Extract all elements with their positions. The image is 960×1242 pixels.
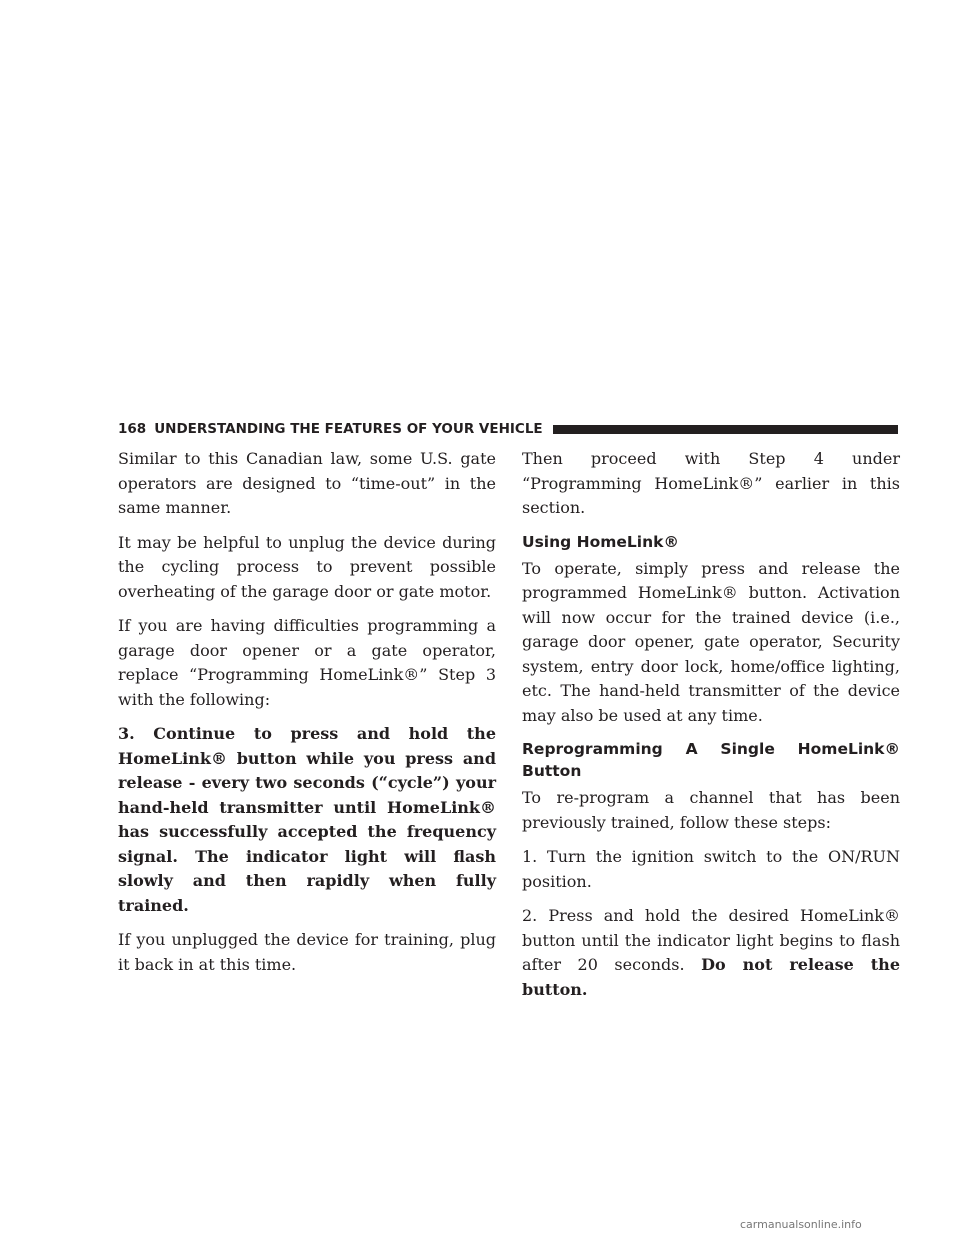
page-number: 168	[118, 421, 147, 437]
right-column	[522, 447, 900, 1012]
paragraph: If you unplugged the device for training, plug it back in at this time.	[118, 930, 496, 974]
step-2-warning: Do not release the button.	[522, 955, 900, 999]
page-header	[118, 418, 898, 440]
heading-using-homelink: Using HomeLink®	[522, 532, 679, 551]
paragraph: Similar to this Canadian law, some U.S. gate operators are designed to “time-out” in the same manner.	[118, 449, 496, 517]
paragraph: To re-program a channel that has been previously trained, follow these steps:	[522, 788, 900, 832]
section-title: UNDERSTANDING THE FEATURES OF YOUR VEHICLE	[154, 421, 543, 437]
step-2-paragraph	[522, 904, 900, 1002]
watermark: carmanualsonline.info	[740, 1218, 862, 1231]
heading-reprogramming: Reprogramming A Single HomeLink® Button	[522, 740, 900, 780]
step-3-paragraph: 3. Continue to press and hold the HomeLink® button while you press and release - every two seconds (“cycle”) your hand-held transmitter until HomeLink® has successfully accepted the frequency signal. The indicator light will flash slowly and then rapidly when fully trained.	[118, 724, 496, 915]
paragraph: Then proceed with Step 4 under “Programming HomeLink®” earlier in this section.	[522, 449, 900, 517]
paragraph: 1. Turn the ignition switch to the ON/RUN position.	[522, 847, 900, 891]
step-2-text: 2. Press and hold the desired HomeLink® button until the indicator light begins to flash after 20 seconds.	[522, 906, 900, 974]
paragraph: It may be helpful to unplug the device during the cycling process to prevent possible overheating of the garage door or gate motor.	[118, 532, 496, 601]
paragraph: If you are having difficulties programming a garage door opener or a gate operator, replace “Programming HomeLink®” Step 3 with the following:	[118, 616, 496, 709]
paragraph: To operate, simply press and release the programmed HomeLink® button. Activation will now occur for the trained device (i.e., garage door opener, gate operator, Security system, entry door lock, home/office lighting, etc. The hand-held transmitter of the device may also be used at any time.	[522, 558, 900, 725]
left-column	[118, 447, 496, 987]
header-rule	[553, 425, 898, 434]
